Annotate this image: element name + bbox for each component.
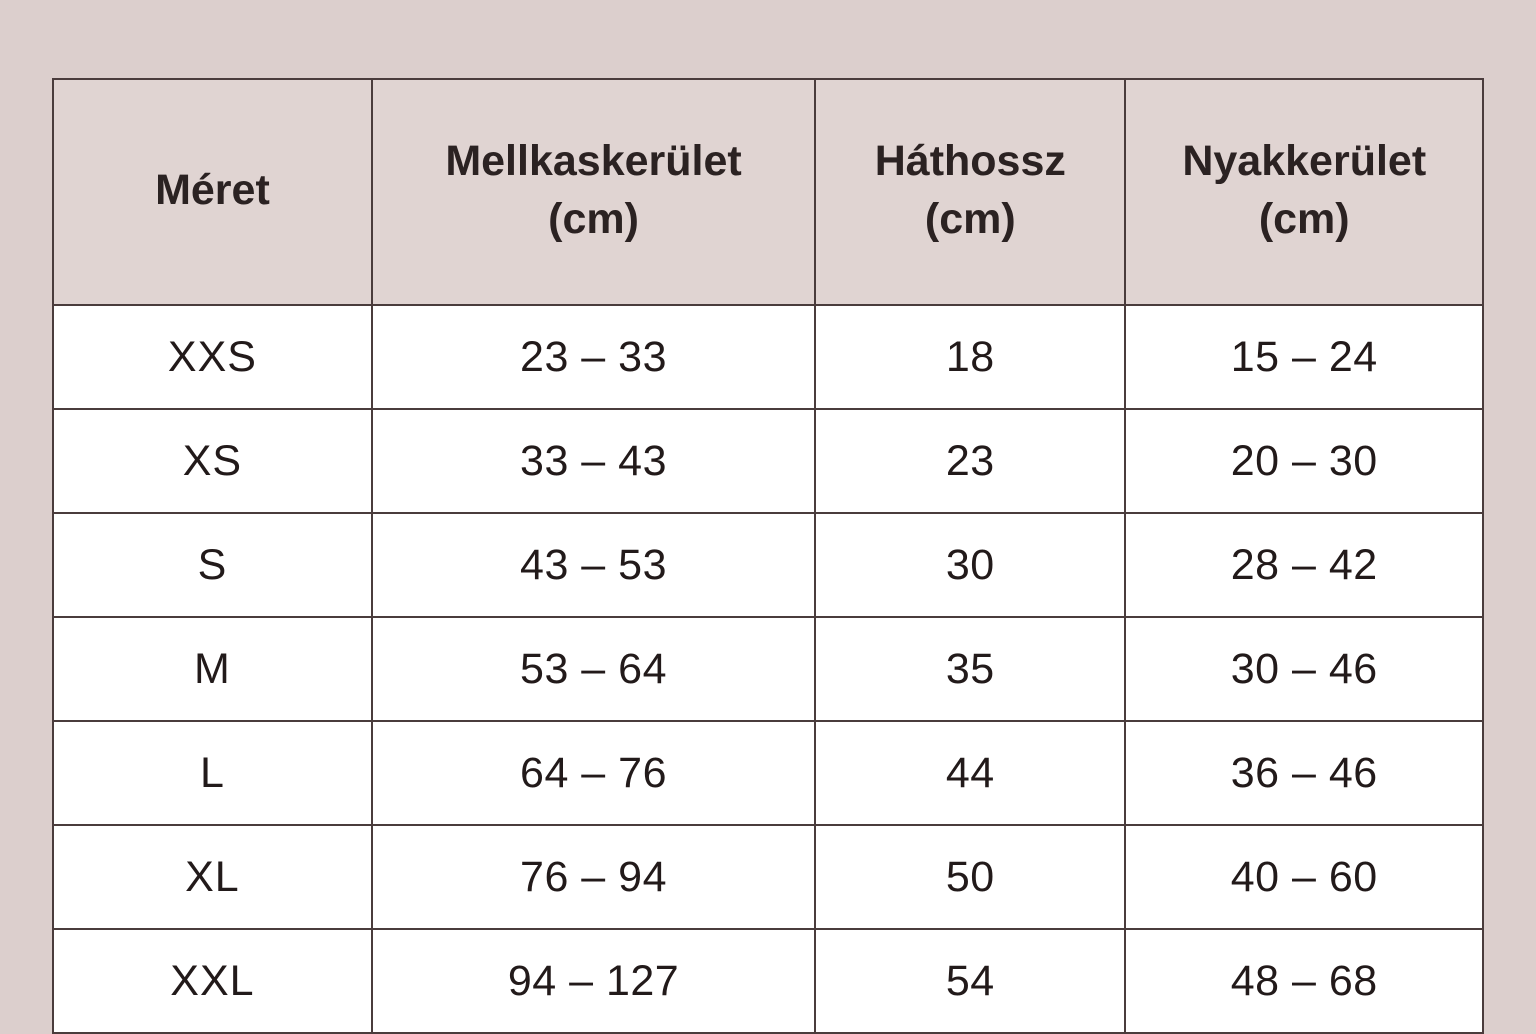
cell-neck: 30 – 46 bbox=[1125, 617, 1483, 721]
column-header-back-unit: (cm) bbox=[924, 195, 1016, 243]
cell-chest: 53 – 64 bbox=[372, 617, 815, 721]
table-row bbox=[53, 825, 1483, 929]
table-row bbox=[53, 513, 1483, 617]
table-header-row bbox=[53, 79, 1483, 305]
table-body bbox=[53, 305, 1483, 1033]
cell-back: 44 bbox=[815, 721, 1125, 825]
column-header-size-label: Méret bbox=[155, 165, 270, 214]
column-header-back bbox=[815, 79, 1125, 305]
table-row bbox=[53, 929, 1483, 1033]
cell-size: S bbox=[53, 513, 372, 617]
table-row bbox=[53, 617, 1483, 721]
column-header-back-label: Háthossz bbox=[874, 136, 1066, 185]
table-row bbox=[53, 721, 1483, 825]
table-header bbox=[53, 79, 1483, 305]
cell-neck: 15 – 24 bbox=[1125, 305, 1483, 409]
cell-size: XL bbox=[53, 825, 372, 929]
column-header-neck-unit: (cm) bbox=[1258, 195, 1350, 243]
cell-size: XXL bbox=[53, 929, 372, 1033]
column-header-size bbox=[53, 79, 372, 305]
size-chart-table bbox=[52, 78, 1484, 1034]
cell-back: 18 bbox=[815, 305, 1125, 409]
table-row bbox=[53, 409, 1483, 513]
cell-size: L bbox=[53, 721, 372, 825]
cell-back: 54 bbox=[815, 929, 1125, 1033]
cell-back: 23 bbox=[815, 409, 1125, 513]
cell-size: XXS bbox=[53, 305, 372, 409]
cell-chest: 76 – 94 bbox=[372, 825, 815, 929]
size-chart-container bbox=[52, 78, 1484, 1005]
table-row bbox=[53, 305, 1483, 409]
cell-chest: 23 – 33 bbox=[372, 305, 815, 409]
cell-neck: 28 – 42 bbox=[1125, 513, 1483, 617]
cell-size: XS bbox=[53, 409, 372, 513]
cell-chest: 33 – 43 bbox=[372, 409, 815, 513]
column-header-chest-unit: (cm) bbox=[548, 195, 639, 243]
column-header-chest bbox=[372, 79, 815, 305]
cell-back: 35 bbox=[815, 617, 1125, 721]
column-header-chest-label: Mellkaskerület bbox=[445, 136, 742, 185]
cell-chest: 64 – 76 bbox=[372, 721, 815, 825]
cell-neck: 20 – 30 bbox=[1125, 409, 1483, 513]
column-header-neck-label: Nyakkerület bbox=[1182, 136, 1427, 185]
cell-chest: 43 – 53 bbox=[372, 513, 815, 617]
cell-chest: 94 – 127 bbox=[372, 929, 815, 1033]
cell-back: 30 bbox=[815, 513, 1125, 617]
column-header-neck bbox=[1125, 79, 1483, 305]
cell-neck: 36 – 46 bbox=[1125, 721, 1483, 825]
cell-back: 50 bbox=[815, 825, 1125, 929]
cell-neck: 48 – 68 bbox=[1125, 929, 1483, 1033]
cell-neck: 40 – 60 bbox=[1125, 825, 1483, 929]
cell-size: M bbox=[53, 617, 372, 721]
